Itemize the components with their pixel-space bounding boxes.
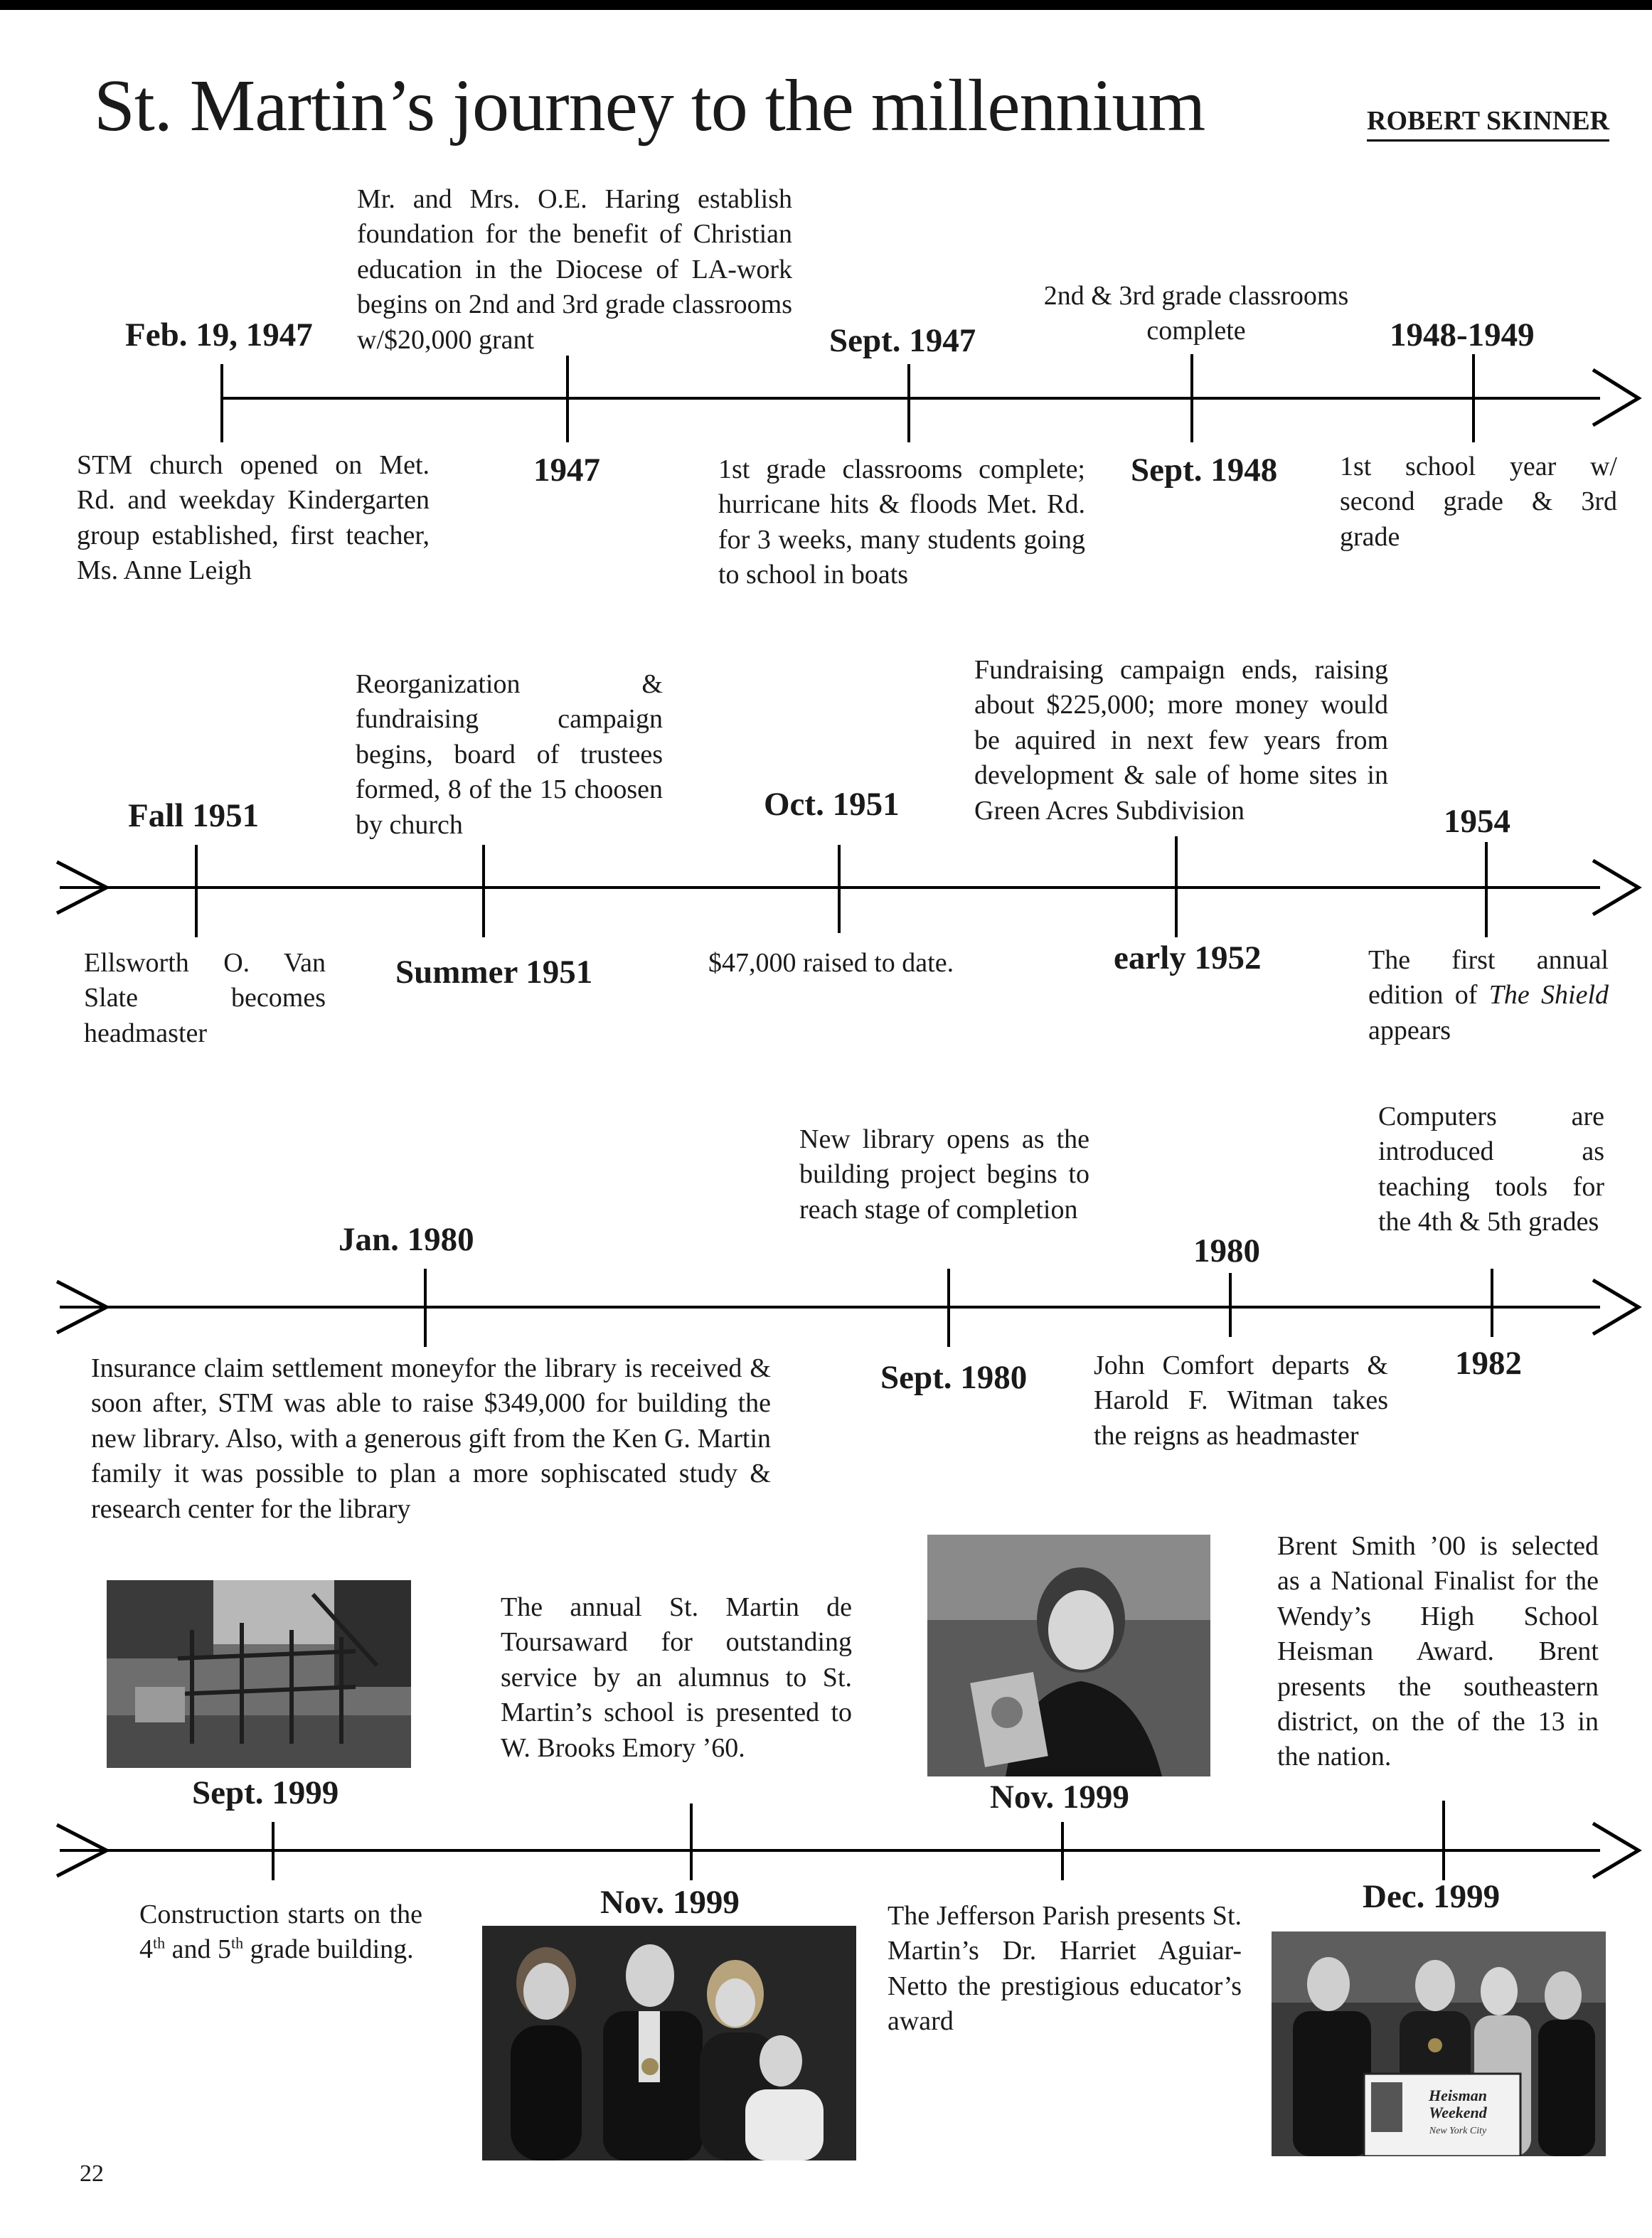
arrow-head (1593, 860, 1638, 915)
event-fundraising-ends: Fundraising campaign ends, raising about $225,000; more money would be aquired in next few years from development & sale of home sites in Green Acres Subdivision (974, 655, 1388, 826)
event-first-school-year: 1st school year w/ second grade & 3rd grade (1340, 452, 1617, 552)
heisman-sign-line2: Weekend (1429, 2104, 1487, 2121)
event-2nd-3rd-complete: 2nd & 3rd grade classrooms complete (1043, 281, 1349, 346)
event-47000-raised: $47,000 raised to date. (708, 948, 954, 978)
event-brent-smith: Brent Smith ’00 is selected as a National Finalist for the Wendy’s High School Heisman Award. Brent presents the southeastern district, on the of the 13 in the nation. (1277, 1531, 1599, 1772)
event-toursaward: The annual St. Martin de Toursaward for outstanding service by an alumnus to St. Martin’s school is presented to W. Brooks Emory ’60. (501, 1592, 852, 1763)
photo-harriet-aguiar-netto (927, 1535, 1210, 1776)
event-haring-foundation: Mr. and Mrs. O.E. Haring establish foundation for the benefit of Christian education in the Diocese of LA-work begins on 2nd and 3rd grade classrooms w/$20,000 grant (357, 184, 792, 355)
arrow-head (1593, 1823, 1638, 1877)
event-new-library: New library opens as the building project begins to reach stage of completion (799, 1124, 1089, 1225)
date-dec-1999: Dec. 1999 (1363, 1878, 1501, 1915)
page-number: 22 (80, 2160, 104, 2187)
page-title: St. Martin’s journey to the millennium (94, 65, 1205, 146)
date-1954: 1954 (1444, 803, 1510, 840)
construction-text-a: Construction starts on the 4 (139, 1899, 422, 1965)
date-1982: 1982 (1455, 1345, 1522, 1382)
date-1980: 1980 (1193, 1232, 1260, 1269)
shield-text-pre: The first annual edition of (1368, 945, 1609, 1011)
educator-award-image (927, 1535, 1210, 1776)
event-ellsworth-headmaster: Ellsworth O. Van Slate becomes headmaster (84, 948, 326, 1048)
event-stm-church-opened: STM church opened on Met. Rd. and weekday Kindergarten group established, first teacher, Ms. Anne Leigh (77, 450, 430, 586)
construction-image (107, 1580, 411, 1768)
date-sept-1999: Sept. 1999 (192, 1774, 339, 1811)
event-insurance-claim: Insurance claim settlement moneyfor the library is received & soon after, STM was able to raise $349,000 for building the new library. Also, with a generous gift from the Ken G. Martin family it was possible to plan a more sophiscated study & research center for the library (91, 1353, 771, 1524)
heisman-image (1272, 1931, 1606, 2156)
construction-text-b: and 5 (165, 1934, 231, 1965)
event-construction-starts (139, 1897, 422, 1968)
shield-text-post: appears (1368, 1015, 1451, 1045)
date-early-1952: early 1952 (1114, 939, 1262, 976)
date-oct-1951: Oct. 1951 (764, 786, 900, 823)
date-sept-1948: Sept. 1948 (1131, 452, 1278, 489)
date-nov-1999-award: Nov. 1999 (600, 1884, 740, 1921)
date-fall-1951: Fall 1951 (128, 797, 260, 834)
date-nov-1999-educator: Nov. 1999 (990, 1779, 1129, 1816)
heisman-sign-line3: New York City (1429, 2126, 1487, 2136)
date-1948-1949: 1948-1949 (1390, 316, 1535, 353)
photo-emory-family (482, 1926, 856, 2160)
date-jan-1980: Jan. 1980 (339, 1221, 474, 1258)
photo-heisman-weekend (1272, 1931, 1606, 2156)
photo-construction (107, 1580, 411, 1768)
emory-family-image (482, 1926, 856, 2160)
top-border (0, 0, 1652, 10)
date-summer-1951: Summer 1951 (395, 954, 593, 991)
date-1947: 1947 (533, 452, 600, 489)
date-sept-1980: Sept. 1980 (880, 1359, 1028, 1396)
arrow-tail (57, 1825, 107, 1876)
event-reorganization: Reorganization & fundraising campaign begins, board of trustees formed, 8 of the 15 choosen by church (356, 669, 663, 840)
shield-title: The Shield (1488, 980, 1609, 1011)
construction-sup-2: th (231, 1934, 244, 1952)
event-first-grade-hurricane: 1st grade classrooms complete; hurricane hits & floods Met. Rd. for 3 weeks, many students going to school in boats (718, 454, 1085, 590)
event-the-shield (1368, 943, 1609, 1048)
event-jefferson-parish: The Jefferson Parish presents St. Martin’s Dr. Harriet Aguiar-Netto the prestigious educator’s award (888, 1901, 1242, 2037)
arrow-tail (57, 1281, 107, 1333)
arrow-tail (57, 862, 107, 913)
byline: ROBERT SKINNER (1367, 107, 1609, 142)
arrow-head (1593, 370, 1638, 425)
event-comfort-departs: John Comfort departs & Harold F. Witman takes the reigns as headmaster (1094, 1350, 1388, 1451)
construction-sup-1: th (153, 1934, 166, 1952)
construction-text-c: grade building. (243, 1934, 414, 1965)
heisman-sign-line1: Heisman (1429, 2087, 1487, 2104)
arrow-head (1593, 1280, 1638, 1334)
date-sept-1947: Sept. 1947 (829, 322, 976, 359)
date-feb-19-1947: Feb. 19, 1947 (125, 316, 313, 353)
event-computers: Computers are introduced as teaching tools for the 4th & 5th grades (1378, 1102, 1604, 1237)
